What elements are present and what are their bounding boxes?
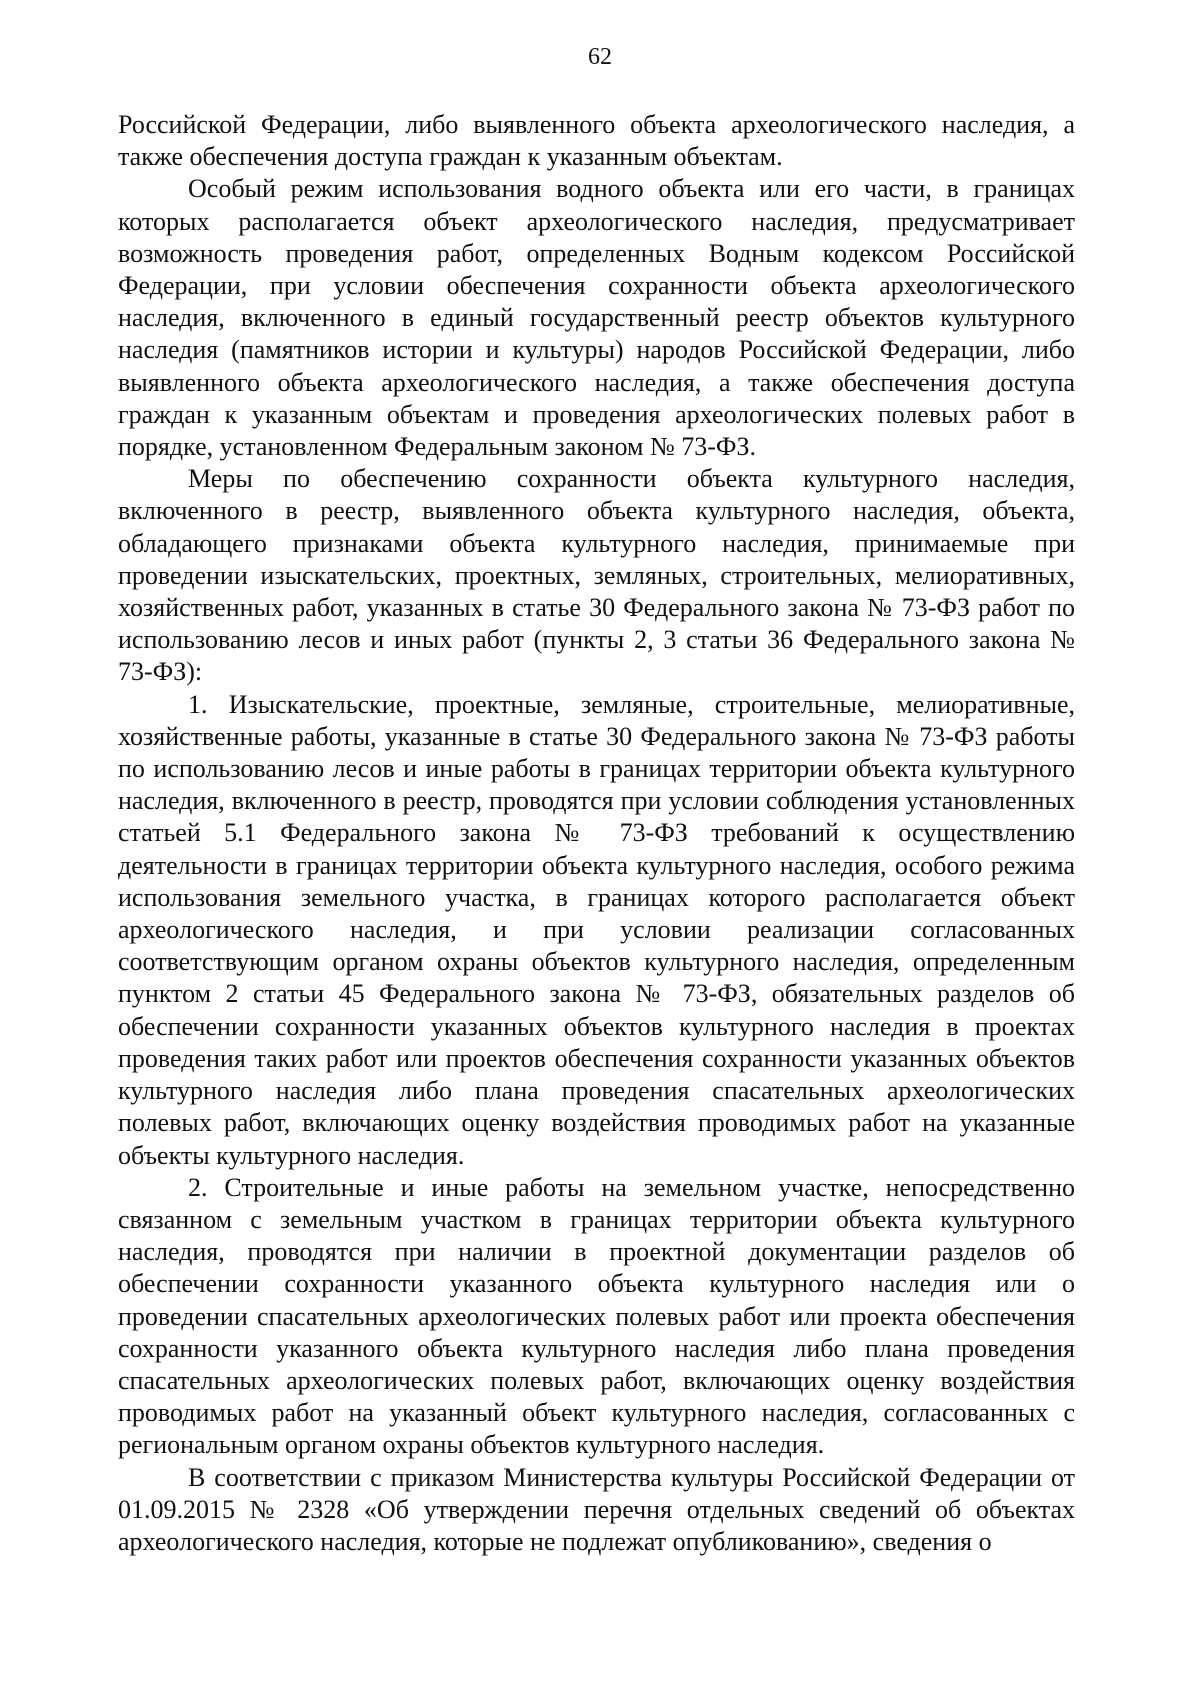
paragraph-continuation: Российской Федерации, либо выявленного объекта археологического наследия, а также обеспечения доступа граждан к указанным объектам. [118, 110, 1075, 172]
page-number: 62 [588, 44, 612, 70]
paragraph-item-1: 1. Изыскательские, проектные, земляные, строительные, мелиоративные, хозяйственные работы, указанные в статье 30 Федерального закона № 73-ФЗ работы по использованию лесов и иные работы в границах территории объекта культурного наследия, включенного в реестр, проводятся при условии соблюдения установленных статьей 5.1 Федерального закона № 73-ФЗ требований к осуществлению деятельности в границах территории объекта культурного наследия, особого режима использования земельного участка, в границах которого располагается объект археологического наследия, и при условии реализации согласованных соответствующим органом охраны объектов культурного наследия, определенным пунктом 2 статьи 45 Федерального закона № 73-ФЗ, обязательных разделов об обеспечении сохранности указанных объектов культурного наследия в проектах проведения таких работ или проектов обеспечения сохранности указанных объектов культурного наследия либо плана проведения спасательных археологических полевых работ, включающих оценку воздействия проводимых работ на указанные объекты культурного наследия. [118, 689, 1075, 1170]
paragraph-item-2: 2. Строительные и иные работы на земельном участке, непосредственно связанном с земельным участком в границах территории объекта культурного наследия, проводятся при наличии в проектной документации разделов об обеспечении сохранности указанного объекта культурного наследия или о проведении спасательных археологических полевых работ или проекта обеспечения сохранности указанного объекта культурного наследия либо плана проведения спасательных археологических полевых работ, включающих оценку воздействия проводимых работ на указанный объект культурного наследия, согласованных с региональным органом охраны объектов культурного наследия. [118, 1172, 1075, 1460]
paragraph-water-object-regime: Особый режим использования водного объекта или его части, в границах которых располагается объект археологического наследия, предусматривает возможность проведения работ, определенных Водным кодексом Российской Федерации, при условии обеспечения сохранности объекта археологического наследия, включенного в единый государственный реестр объектов культурного наследия (памятников истории и культуры) народов Российской Федерации, либо выявленного объекта археологического наследия, а также обеспечения доступа граждан к указанным объектам и проведения археологических полевых работ в порядке, установленном Федеральным законом № 73-ФЗ. [118, 174, 1075, 462]
paragraph-preservation-measures: Меры по обеспечению сохранности объекта культурного наследия, включенного в реестр, выявленного объекта культурного наследия, объекта, обладающего признаками объекта культурного наследия, принимаемые при проведении изыскательских, проектных, земляных, строительных, мелиоративных, хозяйственных работ, указанных в статье 30 Федерального закона № 73-ФЗ работ по использованию лесов и иных работ (пункты 2, 3 статьи 36 Федерального закона № 73-ФЗ): [118, 464, 1075, 687]
document-body [118, 109, 1075, 1558]
paragraph-ministry-order: В соответствии с приказом Министерства культуры Российской Федерации от 01.09.2015 № 2328 «Об утверждении перечня отдельных сведений об объектах археологического наследия, которые не подлежат опубликованию», сведения о [118, 1462, 1075, 1556]
